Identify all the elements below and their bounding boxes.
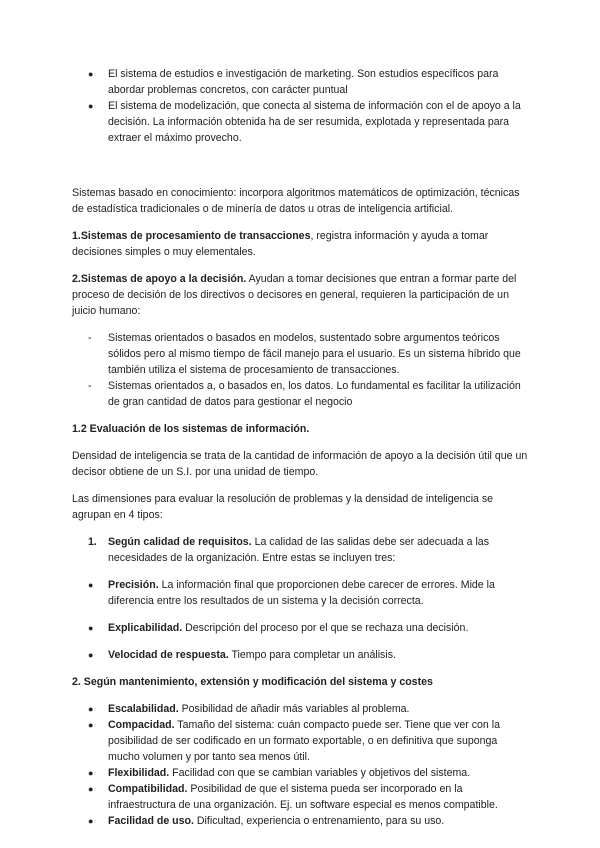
dimensions-paragraph: Las dimensiones para evaluar la resolución de problemas y la densidad de inteligencia se agrupan en 4 tipos: [72,493,494,521]
section-heading-2: 2. Según mantenimiento, extensión y modificación del sistema y costes [72,676,433,688]
number-marker: 1. [88,536,97,548]
numbered-item-text: La calidad de las salidas debe ser adecuada a las necesidades de la organización. Entre estas se incluyen tres: [108,536,489,564]
bullet-icon: ● [88,784,94,794]
list-item-title: Explicabilidad. [108,622,183,634]
bullet-icon: ● [88,816,94,826]
list-item [72,701,532,717]
list-item [72,66,532,98]
list-item-title: Flexibilidad. [108,767,170,779]
list-item [72,647,532,663]
list-item [72,98,532,146]
list-item-text: Tiempo para completar un análisis. [228,649,396,661]
bullet-icon: ● [88,623,94,633]
transactions-title: 1.Sistemas de procesamiento de transacciones [72,230,311,242]
quality-bullet-list [72,577,532,663]
decision-support-paragraph [72,271,532,319]
list-item-title: Velocidad de respuesta. [108,649,229,661]
bullet-icon: ● [88,101,94,111]
list-item-text: Facilidad con que se cambian variables y objetivos del sistema. [169,767,471,779]
bullet-icon: ● [88,650,94,660]
bullet-icon: ● [88,580,94,590]
numbered-item-title: Según calidad de requisitos. [108,536,252,548]
list-item-text: El sistema de estudios e investigación de marketing. Son estudios específicos para abordar problemas concretos, con carácter puntual [108,68,499,96]
transactions-paragraph [72,228,532,260]
decision-support-text: Ayudan a tomar decisiones que entran a formar parte del proceso de decisión de los directivos o decisores en general, requieren la participación de un juicio humano: [72,273,517,317]
top-bullet-list [72,66,532,146]
list-item-title: Compacidad. [108,719,175,731]
document-page [72,66,532,829]
dash-list [72,330,532,410]
list-item [72,813,532,829]
bullet-icon: ● [88,768,94,778]
knowledge-paragraph: Sistemas basado en conocimiento: incorpora algoritmos matemáticos de optimización, técnicas de estadística tradicionales o de minería de datos u otras de inteligencia artificial. [72,187,520,215]
numbered-item-1 [72,534,532,566]
list-item-title: Compatibilidad. [108,783,188,795]
transactions-text: , registra información y ayuda a tomar decisiones simples o muy elementales. [72,230,489,258]
list-item [72,330,532,378]
density-paragraph: Densidad de inteligencia se trata de la cantidad de información de apoyo a la decisión útil que un decisor obtiene de un S.I. por una unidad de tiempo. [72,450,528,478]
list-item-text: Dificultad, experiencia o entrenamiento, para su uso. [193,815,445,827]
dash-marker: - [88,380,92,392]
list-item [72,620,532,636]
list-item-text: Posibilidad de que el sistema pueda ser incorporado en la infraestructura de una organización. Ej. un software especial es menos compatible. [108,783,498,811]
list-item-title: Facilidad de uso. [108,815,194,827]
bullet-icon: ● [88,704,94,714]
dash-marker: - [88,332,92,344]
list-item-text: Tamaño del sistema: cuán compacto puede ser. Tiene que ver con la posibilidad de ser codificado en un formato exportable, o en definitiva que suponga mucho volumen y por tanto sea menos útil. [108,719,500,763]
list-item [72,765,532,781]
maintenance-bullet-list [72,701,532,829]
list-item [72,577,532,609]
list-item-text: Sistemas orientados o basados en modelos, sustentado sobre argumentos teóricos sólidos pero al mismo tiempo de fácil manejo para el usuario. Es un sistema híbrido que también utiliza el sistema de procesamiento de transacciones. [108,332,521,376]
decision-support-title: 2.Sistemas de apoyo a la decisión. [72,273,247,285]
bullet-icon: ● [88,720,94,730]
list-item-text: Sistemas orientados a, o basados en, los datos. Lo fundamental es facilitar la utilización de gran cantidad de datos para gestionar el negocio [108,380,521,408]
list-item-text: El sistema de modelización, que conecta al sistema de información con el de apoyo a la decisión. La información obtenida ha de ser resumida, explotada y representada para extraer el máximo provecho. [108,100,521,144]
list-item-text: Descripción del proceso por el que se rechaza una decisión. [182,622,469,634]
list-item [72,378,532,410]
list-item [72,781,532,813]
list-item-text: Posibilidad de añadir más variables al problema. [178,703,410,715]
list-item-title: Escalabilidad. [108,703,179,715]
list-item-text: La información final que proporcionen debe carecer de errores. Mide la diferencia entre los resultados de un sistema y la decisión correcta. [108,579,495,607]
list-item [72,717,532,765]
list-item-title: Precisión. [108,579,159,591]
section-heading-1-2: 1.2 Evaluación de los sistemas de información. [72,423,310,435]
bullet-icon: ● [88,69,94,79]
